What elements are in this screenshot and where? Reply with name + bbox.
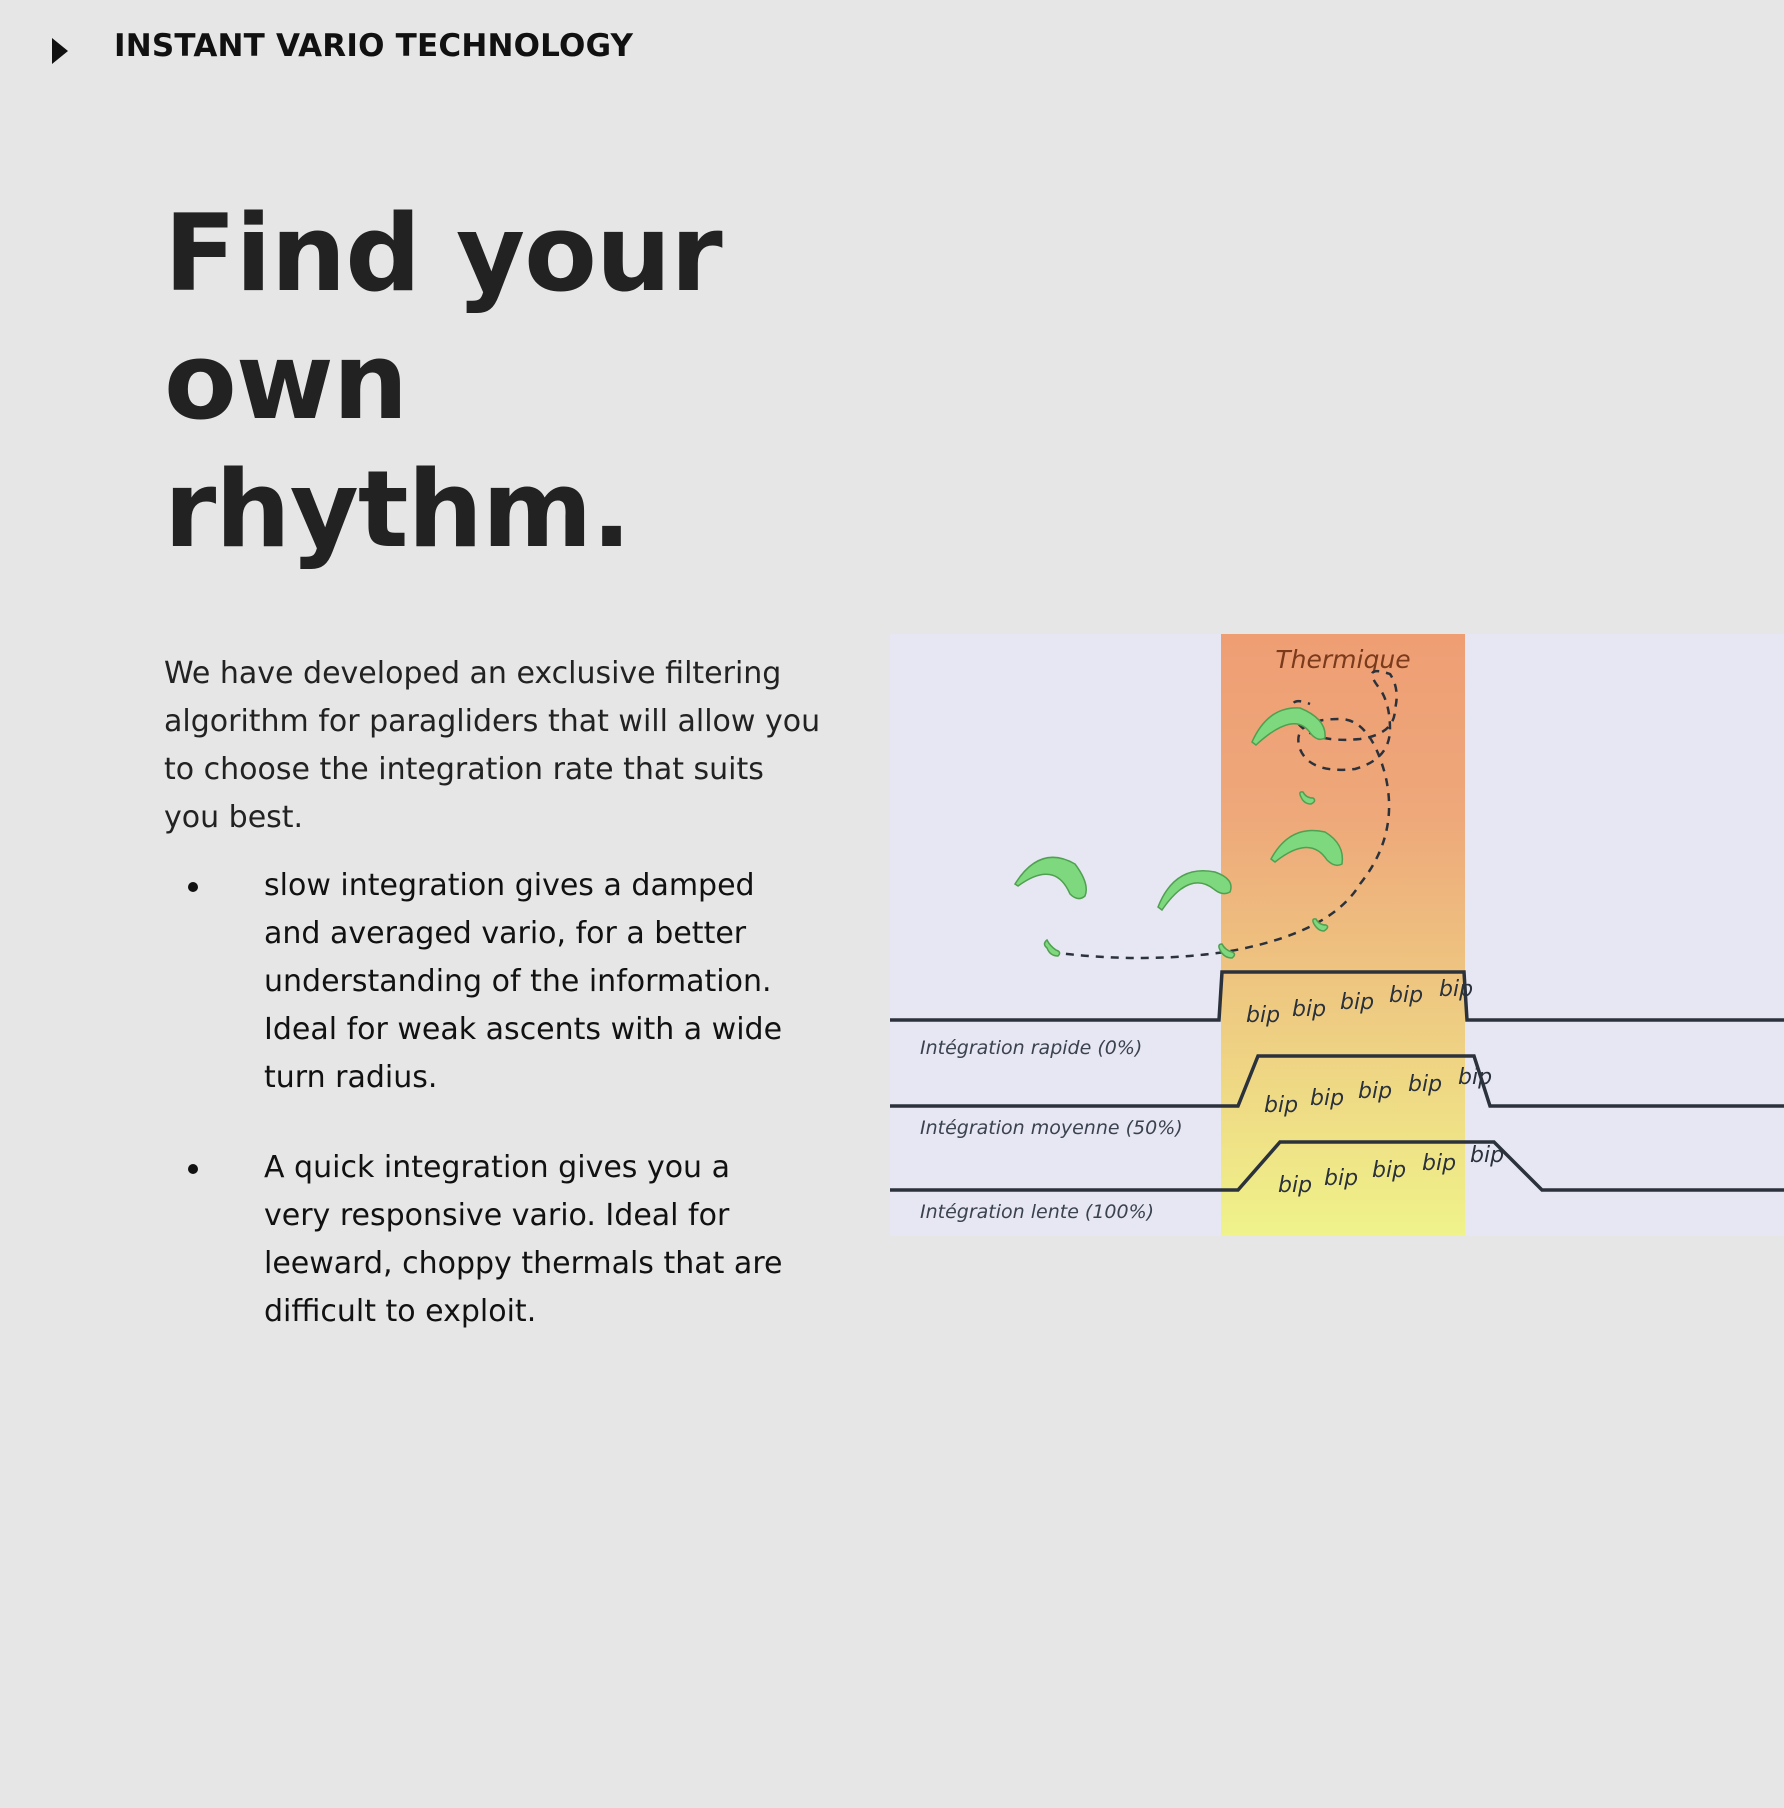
- thermal-label: Thermique: [1275, 645, 1411, 674]
- beep-label: bip: [1458, 1065, 1493, 1090]
- beep-label: bip: [1358, 1079, 1393, 1104]
- hero-title-line: own: [164, 320, 408, 443]
- integration-diagram: [890, 634, 1784, 1236]
- beep-label: bip: [1310, 1086, 1345, 1111]
- list-item-text: A quick integration gives you a very responsive vario. Ideal for leeward, choppy thermals that are difficult to exploit.: [264, 1150, 783, 1329]
- beep-label: bip: [1389, 983, 1424, 1008]
- bullet-icon: [188, 882, 198, 892]
- list-item: [164, 1144, 804, 1336]
- thermal-column: [1221, 634, 1465, 1236]
- hero-title: [164, 190, 844, 574]
- top-bar: [0, 0, 1784, 100]
- beep-label: bip: [1324, 1166, 1359, 1191]
- hero-title-line: rhythm.: [164, 448, 631, 571]
- integration-row-label: Intégration lente (100%): [920, 1201, 1155, 1223]
- feature-list: [164, 862, 804, 1378]
- integration-row-label: Intégration rapide (0%): [920, 1037, 1143, 1059]
- beep-label: bip: [1422, 1151, 1457, 1176]
- beep-label: bip: [1408, 1072, 1443, 1097]
- beep-label: bip: [1292, 997, 1327, 1022]
- caret-right-icon[interactable]: [52, 38, 68, 64]
- bullet-icon: [188, 1164, 198, 1174]
- beep-label: bip: [1278, 1173, 1313, 1198]
- beep-label: bip: [1340, 990, 1375, 1015]
- hero-title-line: Find your: [164, 192, 722, 315]
- section-title: INSTANT VARIO TECHNOLOGY: [114, 28, 634, 64]
- list-item: [164, 862, 804, 1102]
- intro-paragraph: We have developed an exclusive filtering algorithm for paragliders that will allow you to choose the integration rate that suits you best.: [164, 656, 821, 835]
- beep-label: bip: [1246, 1003, 1281, 1028]
- integration-row-label: Intégration moyenne (50%): [920, 1117, 1183, 1139]
- beep-label: bip: [1439, 977, 1474, 1002]
- list-item-text: slow integration gives a damped and averaged vario, for a better understanding of the information. Ideal for weak ascents with a wide turn radius.: [264, 868, 783, 1095]
- beep-label: bip: [1470, 1143, 1505, 1168]
- beep-label: bip: [1372, 1158, 1407, 1183]
- beep-label: bip: [1264, 1093, 1299, 1118]
- integration-diagram-svg: [890, 634, 1784, 1236]
